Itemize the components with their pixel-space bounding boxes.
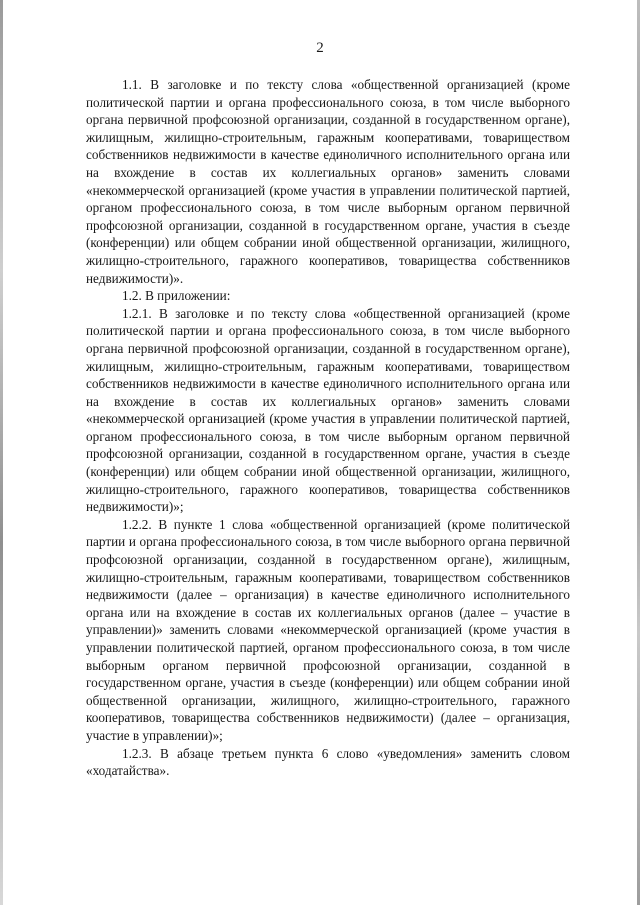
paragraph-1-1: 1.1. В заголовке и по тексту слова «общественной организацией (кроме политической партии и органа профессионального союза, в том числе выборного органа первичной профсоюзной организации, созданной в государственном органе), жилищным, жилищно-строительным, гаражным кооперативами, товариществом собственников недвижимости в качестве единоличного исполнительного органа или на вхождение в состав их коллегиальных органов» заменить словами «некоммерческой организацией (кроме участия в управлении политической партией, органом профессионального союза, в том числе выборным органом первичной профсоюзной организации, созданной в государственном органе, участия в съезде (конференции) или общем собрании иной общественной организации, жилищного, жилищно-строительного, гаражного кооперативов, товарищества собственников недвижимости)». <box>86 77 570 286</box>
page-number: 2 <box>316 40 324 56</box>
paragraph-1-2: 1.2. В приложении: <box>122 288 231 304</box>
scan-edge-left <box>0 0 3 905</box>
paragraph-1-2-1: 1.2.1. В заголовке и по тексту слова «общественной организацией (кроме политической партии и органа профессионального союза, в том числе выборного органа первичной профсоюзной организации, созданной в государственном органе), жилищным, жилищно-строительным, гаражным кооперативами, товариществом собственников недвижимости в качестве единоличного исполнительного органа или на вхождение в состав их коллегиальных органов» заменить словами «некоммерческой организацией (кроме участия в управлении политической партией, органом профессионального союза, в том числе выборным органом первичной профсоюзной организации, созданной в государственном органе, участия в съезде (конференции) или общем собрании иной общественной организации, жилищного, жилищно-строительного, гаражного кооперативов, товарищества собственников недвижимости)»; <box>86 305 570 515</box>
paragraph-1-2-3: 1.2.3. В абзаце третьем пункта 6 слово «уведомления» заменить словом «ходатайства». <box>86 745 570 779</box>
document-body <box>86 76 570 780</box>
paragraph-1-2-2: 1.2.2. В пункте 1 слова «общественной организацией (кроме политической партии и органа профессионального союза, в том числе выборного органа первичной профсоюзной организации, созданной в государственном органе), жилищным, жилищно-строительным, гаражным кооперативами, товариществом собственников недвижимости (далее – организация) в качестве единоличного исполнительного органа или на вхождение в состав их коллегиальных органов (далее – участие в управлении)» заменить словами «некоммерческой организацией (кроме участия в управлении политической партией, органом профессионального союза, в том числе выборным органом первичной профсоюзной организации, созданной в государственном органе, участия в съезде (конференции) или общем собрании иной общественной организации, жилищного, жилищно-строительного, гаражного кооперативов, товарищества собственников недвижимости) (далее – организация, участие в управлении)»; <box>86 516 570 743</box>
